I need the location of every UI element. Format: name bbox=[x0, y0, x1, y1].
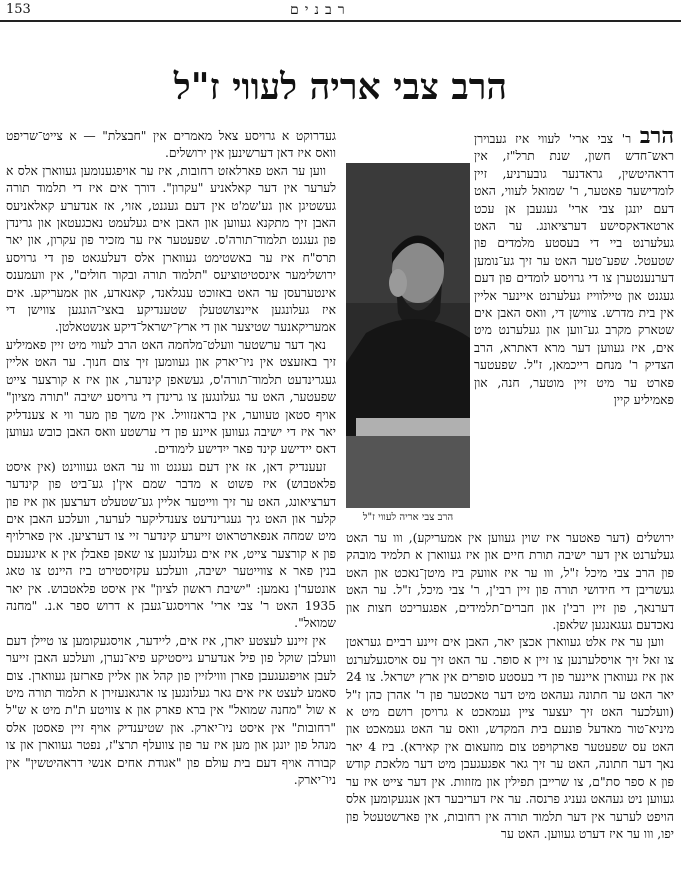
paragraph: נאך דער ערשטער וועלט־מלחמה האט הרב לעווי מיט זיין פאמיליע זיך באזעצט אין ניו־יארק און געוומען זיך צום חנוך. ער האט אליין געגרינדעט תלמוד־תורה'ס, געשאפן קינדער, און איז א קורצער צייט שפעטער, האט ער געלונגען צו גרינדן די גרויסע ישיבה "תורה מציון" אויף סטאן טעווער, אין בראנזוויל. אין משך פון מער ווי א צענדליק יאר איז די ישיבה געווען איינע פון די ערשטע וואס האבן כובש געווען דאס יידישע קינד פאר ייִדישע לימודים. bbox=[6, 337, 336, 457]
header-rule bbox=[0, 20, 681, 22]
paragraph: ירושלים (דער פאטער איז שוין געווען אין אמעריקע), ווו ער האט געלערנט אין דער ישיבה תורת חיים און איז געווארן א תלמיד מובהק פון הרב צבי מיכל ז"ל, ווו ער איז אוועק ביז מיטן־נאכט און האט געשריבן די חידושי תורה פון זיין רבי'ן, ר' צבי מיכל, ז"ל. ער האט דערנאך, פון זיין רבי'ן און חברים־תלמידים, אפגעריכט חצות און נאכדעם געגאנגען שלאפן. bbox=[346, 531, 674, 633]
paragraph: ווען ער איז אלט געווארן אכצן יאר, האבן אים זיינע רביים געראטן צו זאל זיך אויסלערנען צו זיין א סופר. ער האט זיך עס אויסגעלערנט און איז געווארן איינער פון די בעסטע סופרים אין ארץ ישראל. צו 24 יאר האט ער חתונה געהאט מיט דער טאכטער פון ר' אהרן כהן ז"ל (וועלכער האט זיך יעצער ציין געמאכט א גרויסן רושם מיט א מיניא־טור מאדעל פונעם בית המקדש, וואס ער האט געמאכט און האט עס שפעטער פארקויפט צום מוזעאום אין קאירא). ביז 4 יאר נאך דער חתונה, האט ער זיך גאר אפגעגעבן מיט דער מלאכת קודש פון א ספר סת"ם, צו שרייבן תפילין און מזוזות. אין דער צייט איז ער געווען ניט געהאט געניג פרנסה. ער איז דעריבער דאן אנגעקומען אלס הויפט לערער אין דער תלמוד תורה אין רחובות, אין פארשטעטל פון יפו, ווו ער איז דערט געווען. האט ער bbox=[346, 635, 674, 841]
paragraph: געדרוקט א גרויסע צאל מאמרים אין "חבצלת" — א צייט־שריפט וואס איז דאן דערשינען אין ירושלים. bbox=[6, 129, 336, 161]
running-title: רבנים bbox=[290, 2, 351, 18]
page-header bbox=[0, 0, 681, 22]
page-number: 153 bbox=[6, 2, 31, 17]
opening-text: ר' צבי ארי' לעווי איז געבוירן ראש־חדש חשון, שנת תרל"ז, אין דראהיטשין, גראדנער גובערניע, זיין לומדישער פאטער, ר' שמואל לעווי, האט דעם יונגן צבי ארי' געגעבן אן עכט ארטאדאקסישע דערציאונג. ער האט געלערנט ביי די בעסטע מלמדים פון שטעטל. שפע־טער האט ער זיך גע־נומען דערנענטערן צו די גרויסע לומדים פון דעם געגנט און טיילווייז געלערנט איינער אליין אין בית מדרש. צווישן די, וואס האבן אים שטארק מקרב גע־ווען און געלערנט מיט אים, איז געווען דער מרא דאתרא, הרב הצדיק ר' מנחם רייכמאן, ז"ל. שפעטער פארט ער מיט זיין מוטער, חנה, און פאמיליע קיין bbox=[474, 132, 674, 408]
right-column-bottom bbox=[346, 530, 674, 878]
left-column bbox=[6, 128, 336, 878]
photo-caption: הרב צבי אריה לעווי ז"ל bbox=[362, 512, 454, 523]
article-title: הרב צבי אריה לעווי ז"ל bbox=[173, 66, 508, 108]
paragraph: אין זיינע לעצטע יארן, איז אים, ליידער, אויסגעקומען צו טיילן דעם וועלבן שוקל פון פיל אנדערע גייסטיקע פיא־נערן, וועלכע האבן זייער לעבן אויפגעגעבן פארן וווילזיין פון קהל און אליין פארזען געווארן. צום סאמע לעצט איז אים גאר געלונגען צו ארגאנעזירן א תלמוד תורה מיט א שול "מחנה שמואל" אין ברא פארק און א צוויטע ת"ת מיט א ש"ל "רחובות" אין איסט ניו־יארק. און שטיענדיק אויף זיין פאסטן אלס מנהל פון יונגן און מען איז ער פון צוועלף תרצ"ז, נפטר געווארן און צו קבורה אויף דעם בית עולם פון "אגודת אחים אנשי דראהיטשין" אין ניו־יארק. bbox=[6, 633, 336, 788]
portrait-photo bbox=[346, 163, 470, 508]
paragraph: זעענדיק דאן, אז אין דעם געגנט ווו ער האט געוווינט (אין איסט פלאטבוש) איז פשוט א מדבר שמם אין'ן גע־ביט פון קינדער דערציאונג, האט ער זיך ווייטער אליין גע־שטעלט דערצען און איז פון קלער און האט גיך געגרינדעט צענדליקער לערער, וועלכע האבן אים מיט שמחה אנפארטראוט זייערע קינדער זיי צו דערציען. אין פארלויף פון א קורצער צייט, איז אים געלונגען צו שאפן פאבלן אין א איגענעם בנין פאר א צווייטער ישיבה, וועלכע עקזיסטירט ביז היינט צו טאג אונטער'ן נאמען: "ישיבת ראשון לציון" אין איסט פלאטבוש. אין יאר 1935 האט ר' צבי ארי' ארויסגע־געבן א דרוש ספר א.נ. "מחנה שמואל". bbox=[6, 459, 336, 631]
opening-paragraph bbox=[474, 128, 674, 410]
paragraph: ווען ער האט פארלאזט רחובות, איז ער אויפגענומען געווארן אלס א לערער אין דער קאלאניע "עקרון". דורך אים איז די תלמוד תורה געשטיגן און גע'שמ'ט אין דעם געגנט, אזוי, אז אנדערע קאלאניעס האבן זיך מתקנא געווען און האבן אים געלעמט נאכגעטאן און גרינדן פון געגנט תלמוד־תורה'ס. שפעטער איז ער מזכיר פון עקרון, און יאר תרס"ח איז ער באשטימט געווארן אלס דעלעגאט פון די גרויסע ירושלימער אינסטיטוציעס "תלמוד תורה ובקור חולים", אין וועמענס אינטערעסן ער האט באזוכט ענגלאנד, קאנאדע, און אמעריקע. אים איז געלונגען איינצושטעלן שטענדיקע באצי־הונגען צווישן די אמעריקאנער שטיצער און די ארץ־ישראל־דיקע אנשטאלטן. bbox=[6, 163, 336, 335]
drop-word: הרב bbox=[639, 128, 674, 149]
right-column-top bbox=[474, 128, 674, 524]
